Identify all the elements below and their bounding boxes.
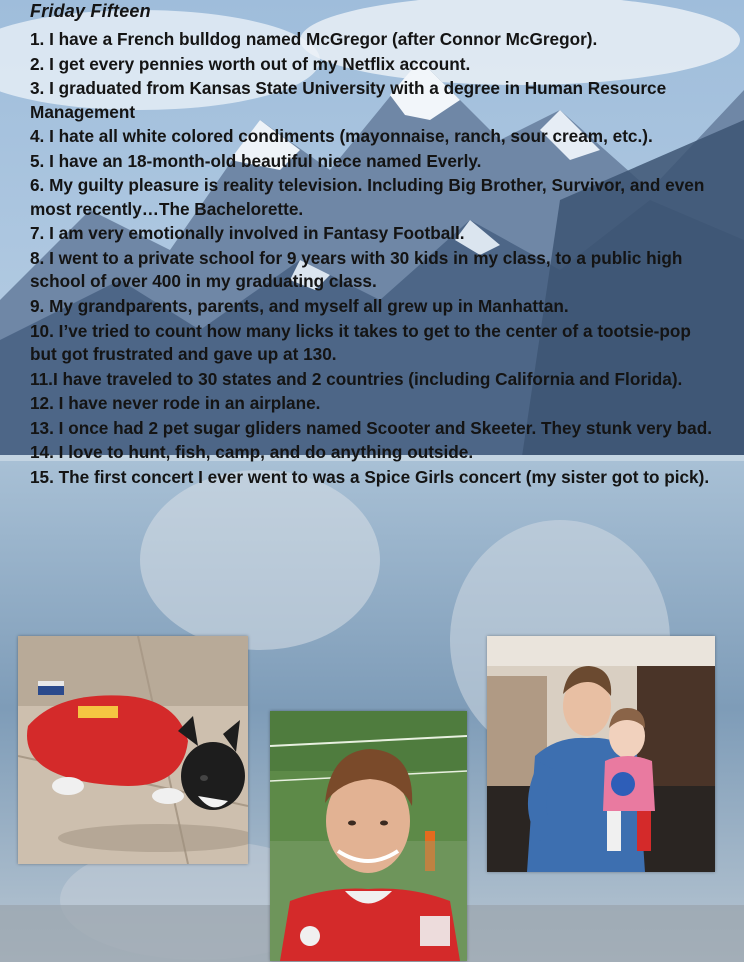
- facts-list: [30, 28, 720, 491]
- list-item: 11.I have traveled to 30 states and 2 countries (including California and Florida).: [30, 368, 683, 389]
- page-title: Friday Fifteen: [30, 1, 151, 21]
- photo-man-football-field: [270, 711, 467, 961]
- list-item: 4. I hate all white colored condiments (mayonnaise, ranch, sour cream, etc.).: [30, 126, 653, 147]
- list-item: 12. I have never rode in an airplane.: [30, 393, 321, 414]
- list-item: 1. I have a French bulldog named McGregor (after Connor McGregor).: [30, 29, 598, 49]
- list-item: 6. My guilty pleasure is reality television. Including Big Brother, Survivor, and even most recently…The Bachelorette.: [30, 175, 705, 219]
- list-item: 14. I love to hunt, fish, camp, and do anything outside.: [30, 442, 474, 463]
- man-stadium-illustration: [270, 711, 467, 961]
- list-item: 10. I’ve tried to count how many licks it takes to get to the center of a tootsie-pop but got frustrated and gave up at 130.: [30, 320, 691, 364]
- photo-man-with-niece: [487, 636, 715, 872]
- bulldog-illustration: [18, 636, 248, 864]
- list-item: 7. I am very emotionally involved in Fantasy Football.: [30, 223, 465, 244]
- list-item: 5. I have an 18-month-old beautiful niece named Everly.: [30, 150, 482, 171]
- list-item: 3. I graduated from Kansas State University with a degree in Human Resource Management: [30, 78, 667, 122]
- man-niece-illustration: [487, 636, 715, 872]
- photo-french-bulldog: [18, 636, 248, 864]
- list-item: 2. I get every pennies worth out of my Netflix account.: [30, 53, 471, 74]
- list-item: 8. I went to a private school for 9 years with 30 kids in my class, to a public high school of over 400 in my graduating class.: [30, 247, 683, 292]
- list-item: 15. The first concert I ever went to was a Spice Girls concert (my sister got to pick).: [30, 466, 710, 487]
- list-item: 13. I once had 2 pet sugar gliders named Scooter and Skeeter. They stunk very bad.: [30, 417, 713, 438]
- list-item: 9. My grandparents, parents, and myself all grew up in Manhattan.: [30, 295, 569, 316]
